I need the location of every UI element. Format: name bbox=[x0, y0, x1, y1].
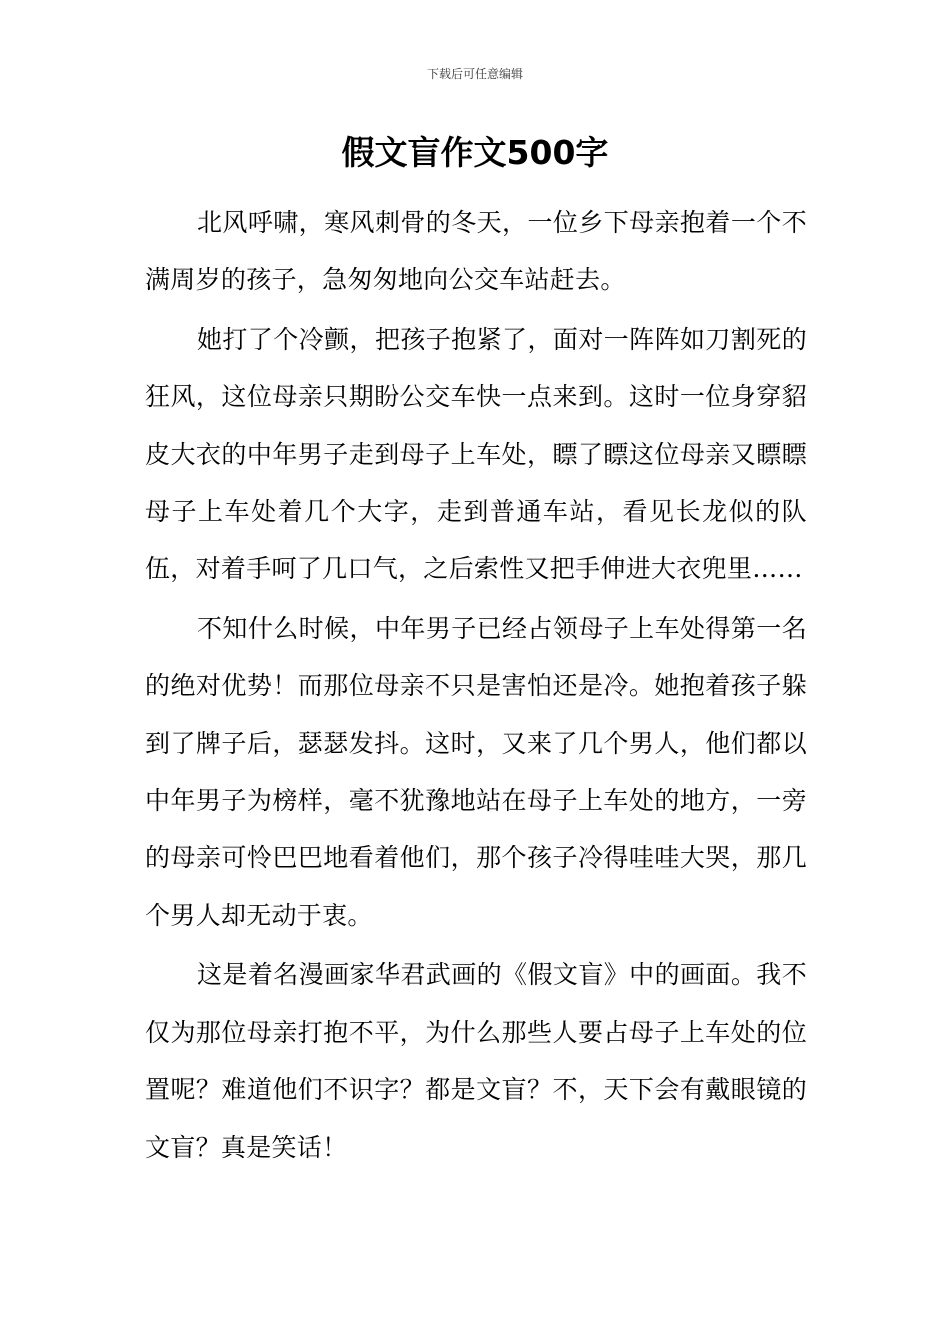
paragraph: 这是着名漫画家华君武画的《假文盲》中的画面。我不仅为那位母亲打抱不平，为什么那些人要占母子上车处的位置呢？难道他们不识字？都是文盲？不，天下会有戴眼镜的文盲？真是笑话！ bbox=[145, 960, 807, 1162]
header-note: 下载后可任意编辑 bbox=[426, 67, 523, 81]
paragraph: 她打了个冷颤，把孩子抱紧了，面对一阵阵如刀割死的狂风，这位母亲只期盼公交车快一点来到。这时一位身穿貂皮大衣的中年男子走到母子上车处，瞟了瞟这位母亲又瞟瞟母子上车处着几个大字，走到普通车站，看见长龙似的队伍，对着手呵了几口气，之后索性又把手伸进大衣兜里…… bbox=[145, 324, 807, 584]
paragraph: 北风呼啸，寒风刺骨的冬天，一位乡下母亲抱着一个不满周岁的孩子，急匆匆地向公交车站赶去。 bbox=[145, 208, 807, 295]
paragraph: 不知什么时候，中年男子已经占领母子上车处得第一名的绝对优势！而那位母亲不只是害怕还是冷。她抱着孩子躲到了牌子后，瑟瑟发抖。这时，又来了几个男人，他们都以中年男子为榜样，毫不犹豫地站在母子上车处的地方，一旁的母亲可怜巴巴地看着他们，那个孩子冷得哇哇大哭，那几个男人却无动于衷。 bbox=[145, 613, 807, 930]
page-title: 假文盲作文500字 bbox=[341, 133, 609, 172]
essay-body bbox=[145, 194, 807, 1178]
